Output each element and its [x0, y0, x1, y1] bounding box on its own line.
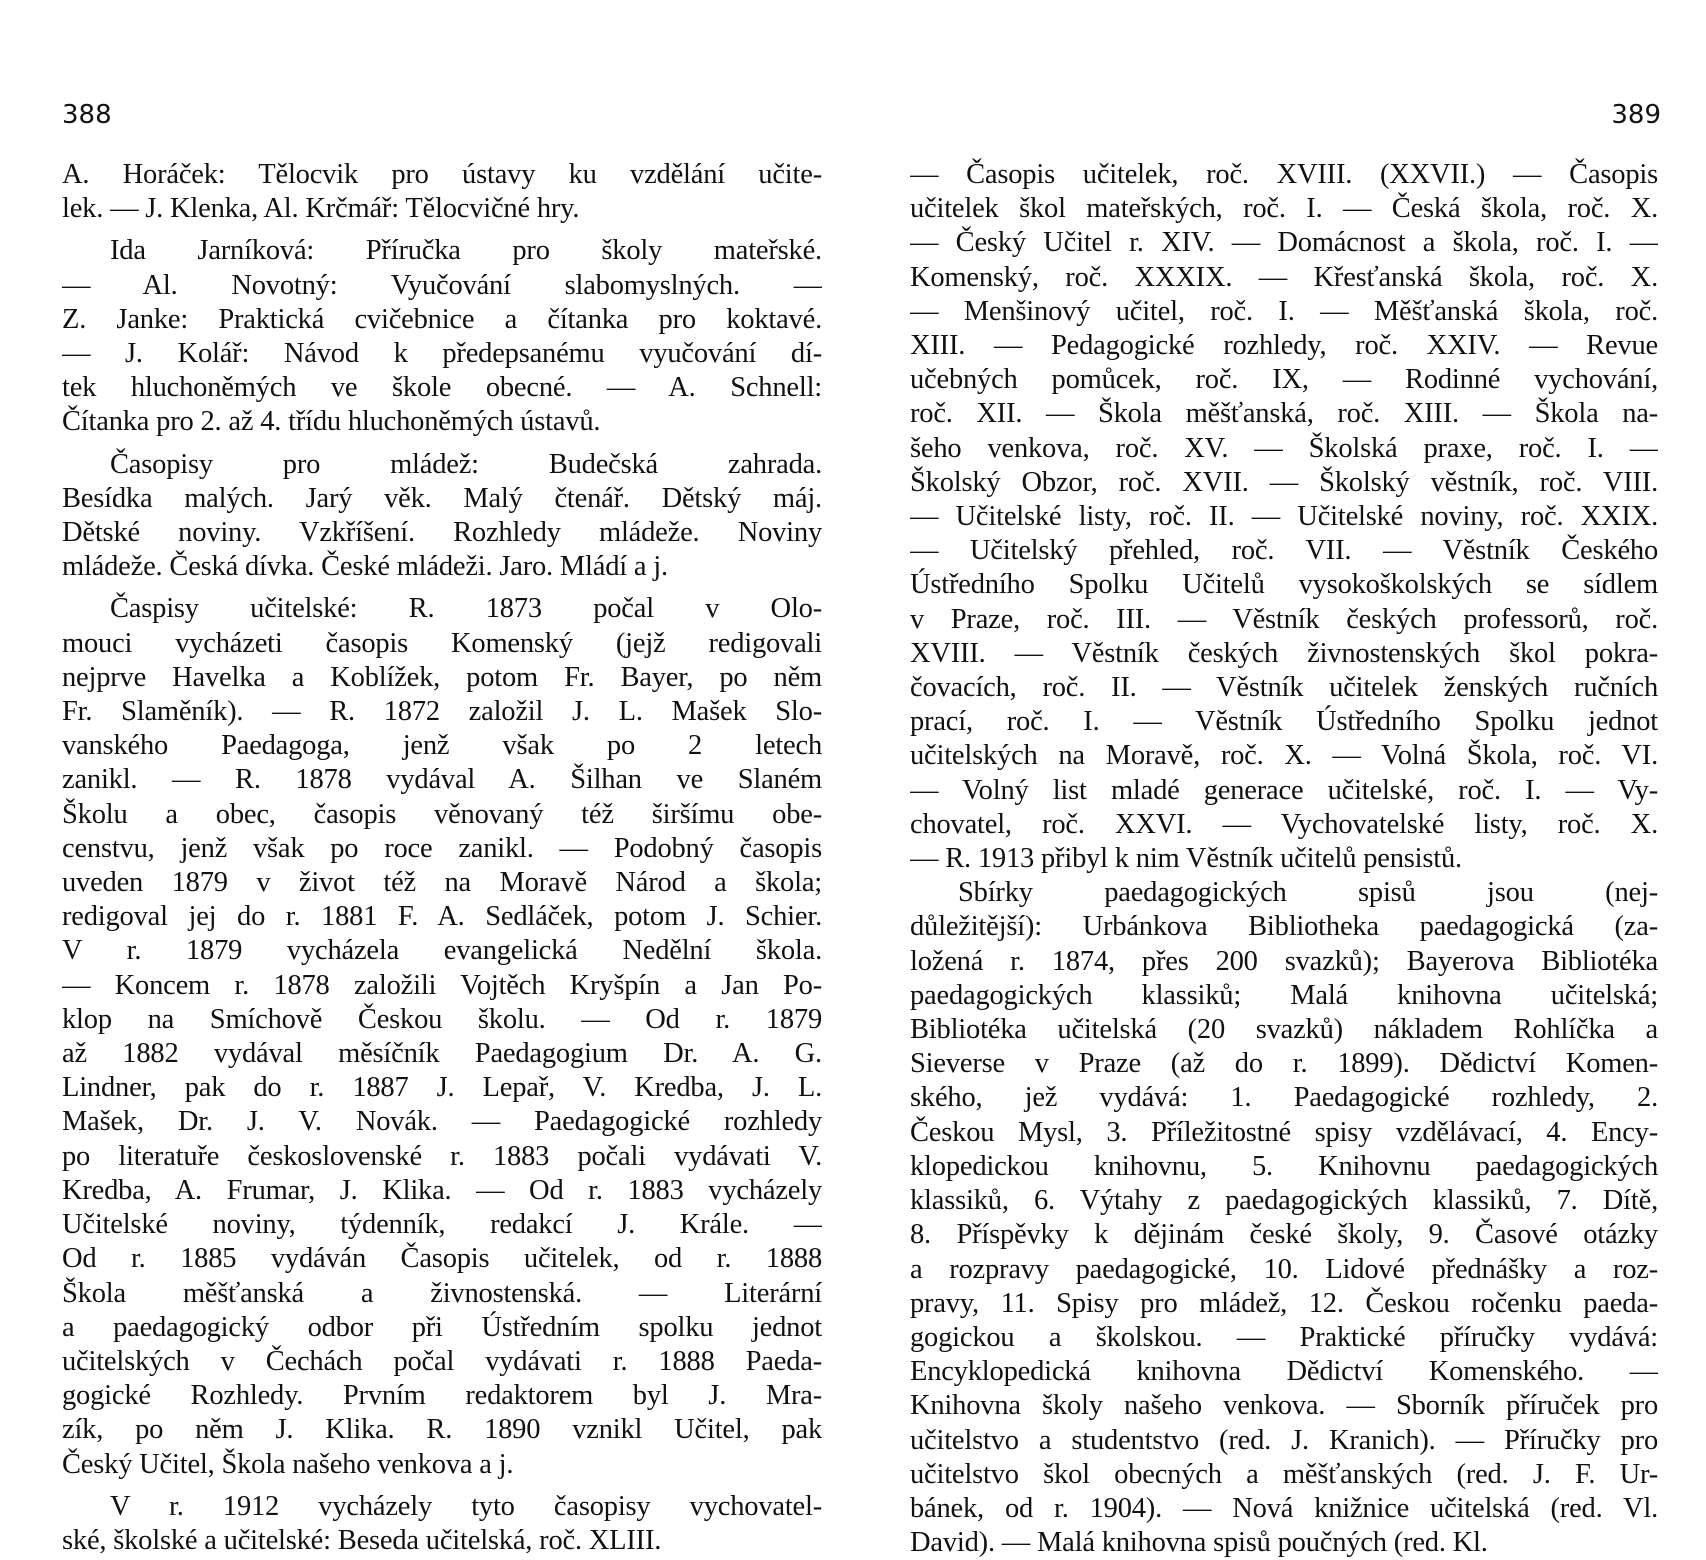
text-line: Český Učitel, Škola našeho venkova a j.	[62, 1448, 514, 1480]
text-line: zanikl. — R. 1878 vydával A. Šilhan ve Slaném	[62, 764, 822, 796]
text-line: Dětské noviny. Vzkříšení. Rozhledy mládeže. Noviny	[62, 517, 822, 549]
text-line: Učitelské noviny, týdenník, redakcí J. Krále. —	[62, 1209, 822, 1241]
text-line: klopedickou knihovnu, 5. Knihovnu paedagogických	[910, 1150, 1658, 1182]
text-line: Sbírky paedagogických spisů jsou (nej-	[958, 877, 1658, 909]
text-line: a paedagogický odbor při Ústředním spolku jednot	[62, 1311, 822, 1343]
text-line: Od r. 1885 vydáván Časopis učitelek, od r. 1888	[62, 1243, 822, 1275]
text-line: učitelek škol mateřských, roč. I. — Česká škola, roč. X.	[910, 193, 1658, 225]
text-line: Časopisy pro mládež: Budečská zahrada.	[110, 448, 822, 480]
text-line: ské, školské a učitelské: Beseda učitelská, roč. XLIII.	[62, 1524, 662, 1556]
text-line: Školský Obzor, roč. XVII. — Školský věstník, roč. VIII.	[910, 466, 1658, 498]
text-line: — R. 1913 přibyl k nim Věstník učitelů pensistů.	[910, 843, 1462, 875]
text-line: v Praze, roč. III. — Věstník českých professorů, roč.	[910, 603, 1658, 635]
text-line: — Menšinový učitel, roč. I. — Měšťanská škola, roč.	[910, 295, 1658, 327]
text-line: zík, po něm J. Klika. R. 1890 vznikl Učitel, pak	[62, 1414, 822, 1446]
text-line: nejprve Havelka a Koblížek, potom Fr. Bayer, po něm	[62, 661, 822, 693]
text-line: ložená r. 1874, přes 200 svazků); Bayerova Bibliotéka	[910, 945, 1658, 977]
text-line: V r. 1912 vycházely tyto časopisy vychovatel-	[110, 1490, 822, 1522]
text-line: — Časopis učitelek, roč. XVIII. (XXVII.) — Časopis	[910, 159, 1658, 190]
text-line: V r. 1879 vycházela evangelická Nedělní škola.	[62, 935, 822, 967]
text-line: Kredba, A. Frumar, J. Klika. — Od r. 1883 vycházely	[62, 1174, 822, 1206]
text-line: — J. Kolář: Návod k předepsanému vyučování dí-	[62, 338, 822, 370]
text-line: Ida Jarníková: Příručka pro školy mateřské.	[110, 235, 822, 267]
text-line: tek hluchoněmých ve škole obecné. — A. Schnell:	[62, 372, 822, 404]
text-line: Besídka malých. Jarý věk. Malý čtenář. Dětský máj.	[62, 482, 822, 514]
left-page-number: 388	[62, 100, 112, 130]
text-line: — Učitelské listy, roč. II. — Učitelské noviny, roč. XXIX.	[910, 501, 1658, 533]
text-line: a rozpravy paedagogické, 10. Lidové přednášky a roz-	[910, 1253, 1658, 1285]
left-page-text-column	[62, 158, 822, 1558]
text-line: učitelstvo škol obecných a měšťanských (red. J. F. Ur-	[910, 1458, 1658, 1490]
text-line: Mašek, Dr. J. V. Novák. — Paedagogické rozhledy	[62, 1106, 822, 1138]
text-line: gogické Rozhledy. Prvním redaktorem byl J. Mra-	[62, 1380, 822, 1412]
text-line: — Volný list mladé generace učitelské, roč. I. — Vy-	[910, 774, 1658, 806]
text-line: učitelských v Čechách počal vydávati r. 1888 Paeda-	[62, 1345, 822, 1377]
text-line: prací, roč. I. — Věstník Ústředního Spolku jednot	[910, 706, 1658, 738]
text-line: uveden 1879 v život též na Moravě Národ a škola;	[62, 867, 822, 899]
text-line: lek. — J. Klenka, Al. Krčmář: Tělocvičné hry.	[62, 193, 580, 225]
text-line: klop na Smíchově Českou školu. — Od r. 1879	[62, 1003, 822, 1035]
text-line: — Al. Novotný: Vyučování slabomyslných. —	[62, 269, 822, 301]
text-line: 8. Příspěvky k dějinám české školy, 9. Časové otázky	[910, 1219, 1658, 1251]
text-line: chovatel, roč. XXVI. — Vychovatelské listy, roč. X.	[910, 808, 1658, 840]
text-line: roč. XII. — Škola měšťanská, roč. XIII. — Škola na-	[910, 398, 1658, 430]
right-page-text-column	[910, 158, 1658, 1560]
text-line: klassiků, 6. Výtahy z paedagogických klassiků, 7. Dítě,	[910, 1185, 1658, 1217]
text-line: gogickou a školskou. — Praktické příručky vydává:	[910, 1321, 1658, 1353]
text-line: Z. Janke: Praktická cvičebnice a čítanka pro koktavé.	[62, 303, 822, 335]
text-line: učitelstvo a studentstvo (red. J. Kranich). — Příručky pro	[910, 1424, 1658, 1456]
text-line: učebných pomůcek, roč. IX, — Rodinné vychování,	[910, 364, 1658, 396]
text-line: Školu a obec, časopis věnovaný též širšímu obe-	[62, 798, 822, 830]
text-line: A. Horáček: Tělocvik pro ústavy ku vzdělání učite-	[62, 159, 822, 190]
text-line: Lindner, pak do r. 1887 J. Lepař, V. Kredba, J. L.	[62, 1072, 822, 1104]
text-line: Sieverse v Praze (až do r. 1899). Dědictví Komen-	[910, 1048, 1658, 1080]
right-page-number: 389	[1611, 100, 1661, 130]
text-line: XVIII. — Věstník českých živnostenských škol pokra-	[910, 637, 1658, 669]
text-line: důležitější): Urbánkova Bibliotheka paedagogická (za-	[910, 911, 1658, 943]
text-line: — Český Učitel r. XIV. — Domácnost a škola, roč. I. —	[910, 227, 1658, 259]
text-line: po literatuře československé r. 1883 počali vydávati V.	[62, 1140, 822, 1172]
text-line: Bibliotéka učitelská (20 svazků) nákladem Rohlíčka a	[910, 1014, 1658, 1046]
text-line: Komenský, roč. XXXIX. — Křesťanská škola, roč. X.	[910, 261, 1658, 293]
text-line: pravy, 11. Spisy pro mládež, 12. Českou ročenku paeda-	[910, 1287, 1658, 1319]
text-line: Časpisy učitelské: R. 1873 počal v Olo-	[110, 593, 822, 625]
text-line: Fr. Slaměník). — R. 1872 založil J. L. Mašek Slo-	[62, 696, 822, 728]
text-line: mouci vycházeti časopis Komenský (jejž redigovali	[62, 627, 822, 659]
text-line: čovacích, roč. II. — Věstník učitelek ženských ručních	[910, 672, 1658, 704]
text-line: XIII. — Pedagogické rozhledy, roč. XXIV. — Revue	[910, 330, 1658, 362]
text-line: vanského Paedagoga, jenž však po 2 letech	[62, 730, 822, 762]
text-line: — Učitelský přehled, roč. VII. — Věstník Českého	[910, 535, 1658, 567]
text-line: Škola měšťanská a živnostenská. — Literární	[62, 1277, 822, 1309]
text-line: redigoval jej do r. 1881 F. A. Sedláček, potom J. Schier.	[62, 901, 822, 933]
text-line: Knihovna školy našeho venkova. — Sborník příruček pro	[910, 1390, 1658, 1422]
text-line: Českou Mysl, 3. Příležitostné spisy vzdělávací, 4. Ency-	[910, 1116, 1658, 1148]
text-line: Ústředního Spolku Učitelů vysokoškolských se sídlem	[910, 569, 1658, 601]
text-line: učitelských na Moravě, roč. X. — Volná Škola, roč. VI.	[910, 740, 1658, 772]
text-line: bánek, od r. 1904). — Nová knižnice učitelská (red. Vl.	[910, 1492, 1658, 1524]
text-line: Čítanka pro 2. až 4. třídu hluchoněmých ústavů.	[62, 406, 601, 438]
text-line: — Koncem r. 1878 založili Vojtěch Kryšpín a Jan Po-	[62, 969, 822, 1001]
text-line: mládeže. Česká dívka. České mládeži. Jaro. Mládí a j.	[62, 551, 668, 583]
text-line: Encyklopedická knihovna Dědictví Komenského. —	[910, 1356, 1658, 1388]
text-line: David). — Malá knihovna spisů poučných (red. Kl.	[910, 1527, 1488, 1559]
text-line: šeho venkova, roč. XV. — Školská praxe, roč. I. —	[910, 432, 1658, 464]
text-line: až 1882 vydával měsíčník Paedagogium Dr. A. G.	[62, 1038, 822, 1070]
text-line: paedagogických klassiků; Malá knihovna učitelská;	[910, 979, 1658, 1011]
text-line: ského, jež vydává: 1. Paedagogické rozhledy, 2.	[910, 1082, 1658, 1114]
text-line: censtvu, jenž však po roce zanikl. — Podobný časopis	[62, 832, 822, 864]
